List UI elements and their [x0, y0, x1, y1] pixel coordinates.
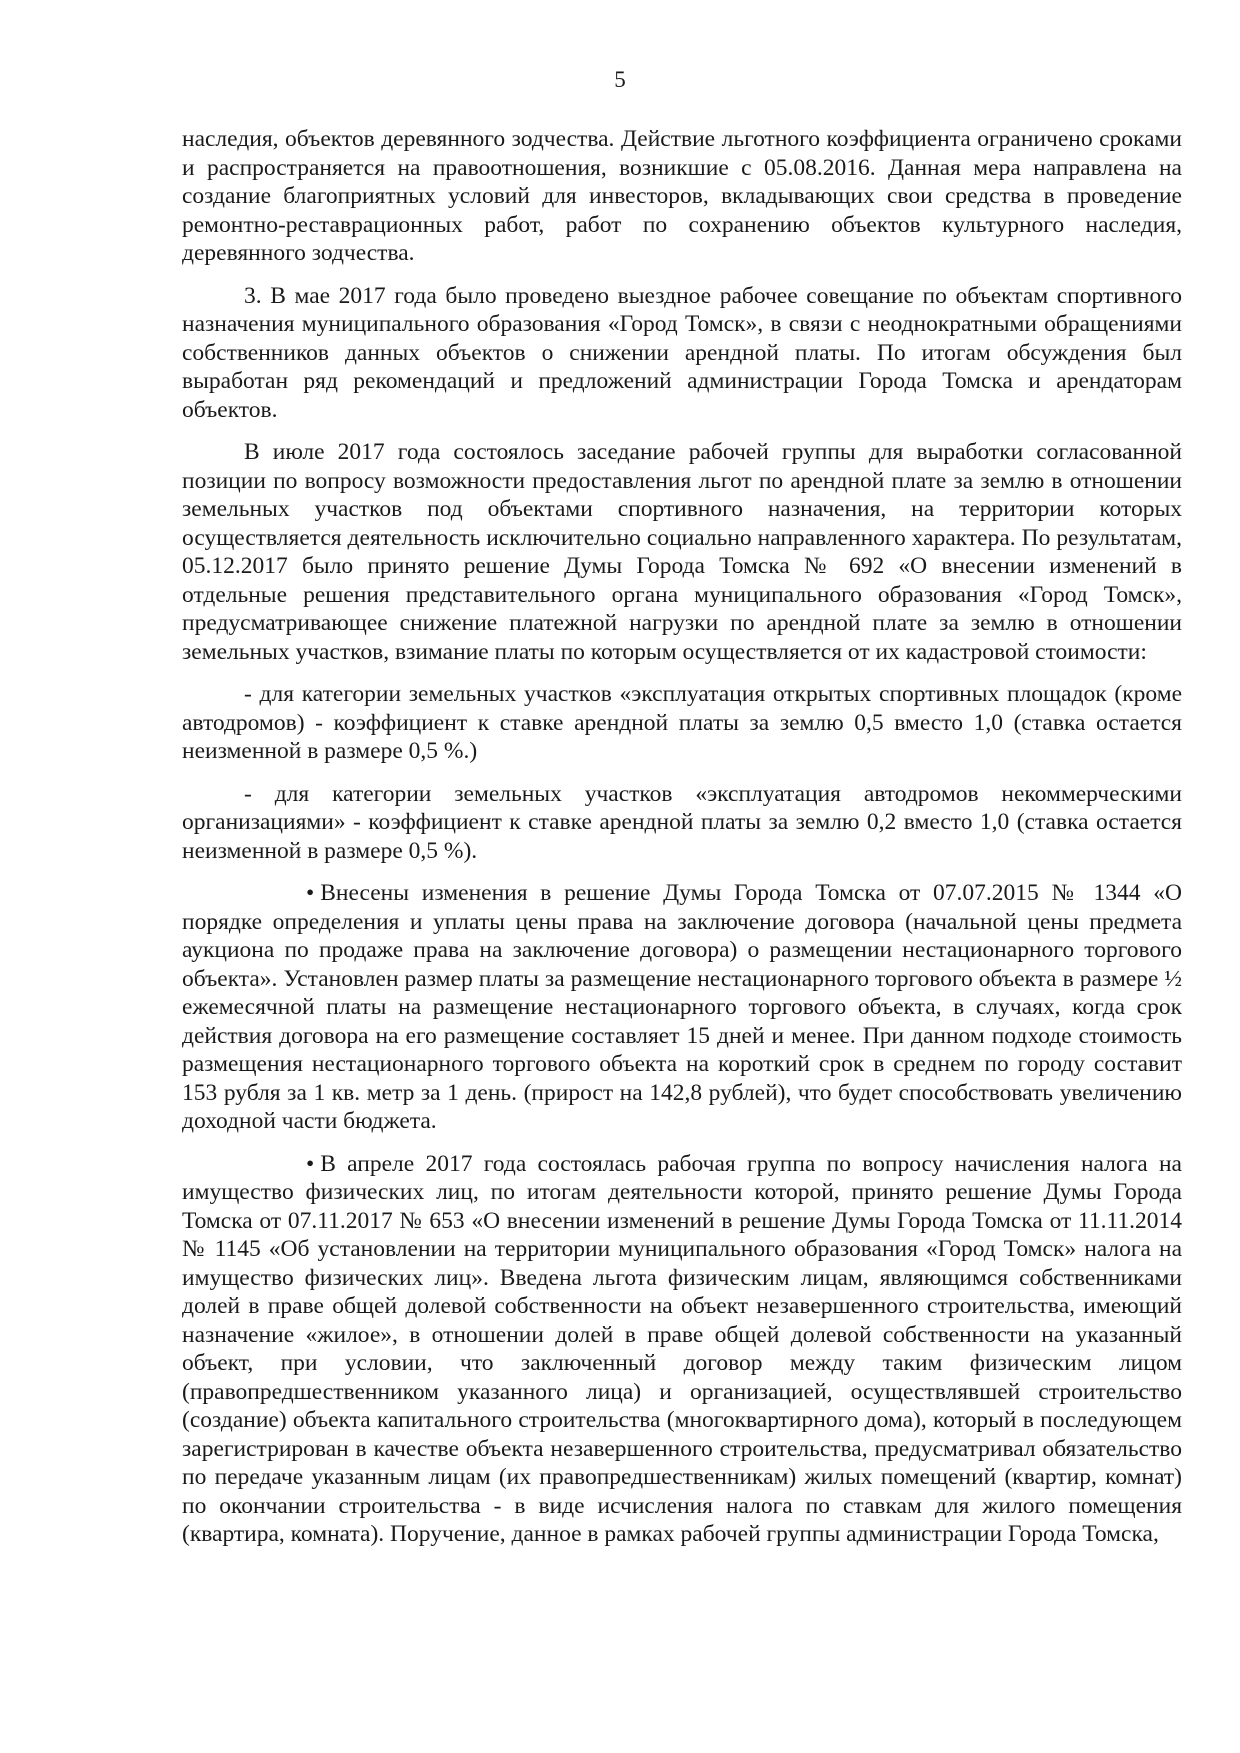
paragraph-sports-grounds-coefficient: - для категории земельных участков «эксплуатация открытых спортивных площадок (кроме автодромов) - коэффициент к ставке арендной платы за землю 0,5 вместо 1,0 (ставка остается неизменной в размере 0,5 %.)	[182, 681, 1182, 764]
bullet-item-property-tax	[182, 1150, 1182, 1549]
document-body	[182, 125, 1182, 1563]
bullet-icon: •	[306, 1150, 315, 1177]
bullet-icon: •	[306, 880, 315, 906]
paragraph-autodromes-coefficient: - для категории земельных участков «эксплуатация автодромов некоммерческими организациями» - коэффициент к ставке арендной платы за землю 0,2 вместо 1,0 (ставка остается неизменной в размере 0,5 %).	[182, 780, 1182, 864]
bullet-item-trade-objects	[182, 879, 1182, 1136]
paragraph-working-group-july: В июле 2017 года состоялось заседание рабочей группы для выработки согласованной позиции по вопросу возможности предоставления льгот по арендной плате за землю в отношении земельных участков под объектами спортивного назначения, на территории которых осуществляется деятельность исключительно социально направленного характера. По результатам, 05.12.2017 было принято решение Думы Города Томска № 692 «О внесении изменений в отдельные решения представительного органа муниципального образования «Город Томск», предусматривающее снижение платежной нагрузки по арендной плате за землю в отношении земельных участков, взимание платы по которым осуществляется от их кадастровой стоимости:	[182, 439, 1182, 665]
paragraph-sports-meeting: 3. В мае 2017 года было проведено выездное рабочее совещание по объектам спортивного назначения муниципального образования «Город Томск», в связи с неоднократными обращениями собственников данных объектов о снижении арендной платы. По итогам обсуждения был выработан ряд рекомендаций и предложений администрации Города Томска и арендаторам объектов.	[182, 282, 1182, 423]
bullet-text: Внесены изменения в решение Думы Города Томска от 07.07.2015 № 1344 «О порядке определения и уплаты цены права на заключение договора (начальной цены предмета аукциона по продаже права на заключение договора) о размещении нестационарного торгового объекта». Установлен размер платы за размещение нестационарного торгового объекта в размере ½ ежемесячной платы на размещение нестационарного торгового объекта, в случаях, когда срок действия договора на его размещение составляет 15 дней и менее. При данном подходе стоимость размещения нестационарного торгового объекта на короткий срок в среднем по городу составит 153 рубля за 1 кв. метр за 1 день. (прирост на 142,8 рублей), что будет способствовать увеличению доходной части бюджета.	[182, 880, 1182, 1134]
paragraph-heritage-continuation: наследия, объектов деревянного зодчества. Действие льготного коэффициента ограничено сроками и распространяется на правоотношения, возникшие с 05.08.2016. Данная мера направлена на создание благоприятных условий для инвесторов, вкладывающих свои средства в проведение ремонтно-реставрационных работ, работ по сохранению объектов культурного наследия, деревянного зодчества.	[182, 126, 1182, 266]
page-number: 5	[614, 67, 626, 92]
bullet-text: В апреле 2017 года состоялась рабочая группа по вопросу начисления налога на имущество физических лиц, по итогам деятельности которой, принято решение Думы Города Томска от 07.11.2017 № 653 «О внесении изменений в решение Думы Города Томска от 11.11.2014 № 1145 «Об установлении на территории муниципального образования «Город Томск» налога на имущество физических лиц». Введена льгота физическим лицам, являющимся собственниками долей в праве общей долевой собственности на объект незавершенного строительства, имеющий назначение «жилое», в отношении долей в праве общей долевой собственности на указанный объект, при условии, что заключенный договор между таким физическим лицом (правопредшественником указанного лица) и организацией, осуществлявшей строительство (создание) объекта капитального строительства (многоквартирного дома), который в последующем зарегистрирован в качестве объекта незавершенного строительства, предусматривал обязательство по передаче указанным лицам (их правопредшественникам) жилых помещений (квартир, комнат) по окончании строительства - в виде исчисления налога по ставкам для жилого помещения (квартира, комната). Поручение, данное в рамках рабочей группы администрации Города Томска,	[182, 1150, 1182, 1547]
